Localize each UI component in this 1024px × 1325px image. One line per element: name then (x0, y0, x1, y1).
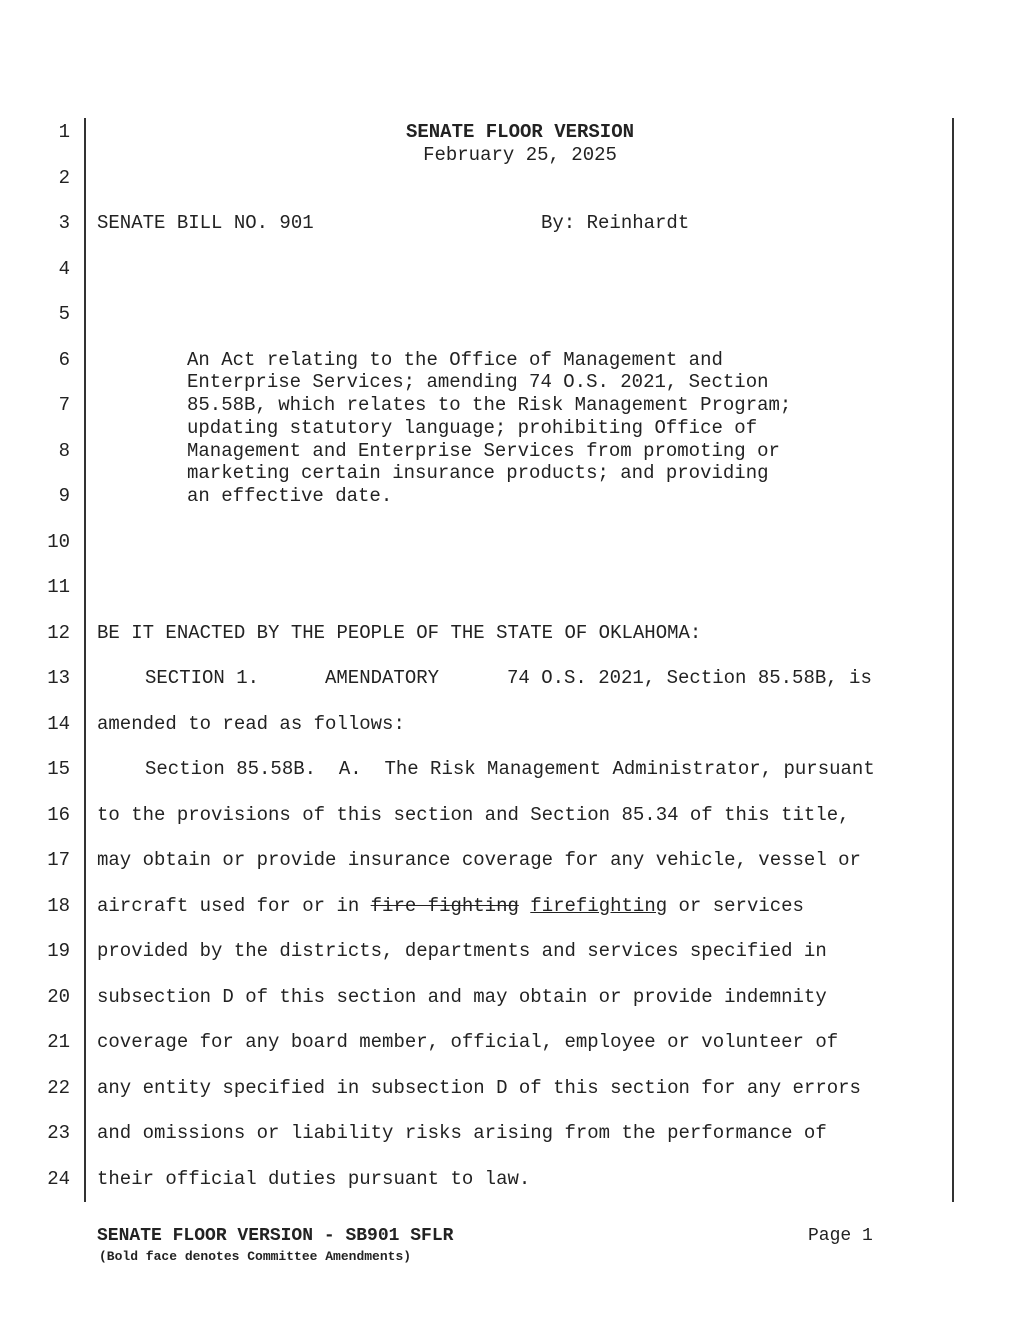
line-number: 6 (58, 349, 70, 371)
act-summary-line: an effective date. (187, 485, 393, 507)
line-number: 5 (58, 303, 70, 325)
body-line: Section 85.58B. A. The Risk Management Administrator, pursuant (145, 758, 875, 780)
bill-author: By: Reinhardt (541, 212, 690, 234)
body-line-amended (97, 895, 804, 917)
act-summary-line: marketing certain insurance products; and providing (187, 462, 769, 484)
document-date: February 25, 2025 (423, 144, 617, 166)
line-number: 12 (47, 622, 70, 644)
line-number: 9 (58, 485, 70, 507)
line-number: 15 (47, 758, 70, 780)
line-number: 16 (47, 804, 70, 826)
line-number: 20 (47, 986, 70, 1008)
line-number: 21 (47, 1031, 70, 1053)
section-type: AMENDATORY (325, 667, 440, 689)
line-number: 17 (47, 849, 70, 871)
body-text: or services (667, 895, 804, 917)
body-line: may obtain or provide insurance coverage for any vehicle, vessel or (97, 849, 861, 871)
footer-title: SENATE FLOOR VERSION - SB901 SFLR (97, 1226, 454, 1246)
body-line: subsection D of this section and may obtain or provide indemnity (97, 986, 827, 1008)
left-margin-rule (84, 118, 86, 1202)
line-number: 2 (58, 167, 70, 189)
line-number: 1 (58, 121, 70, 143)
act-summary-line: An Act relating to the Office of Management and (187, 349, 723, 371)
act-summary-line: Enterprise Services; amending 74 O.S. 2021, Section (187, 371, 769, 393)
body-text: aircraft used for or in (97, 895, 371, 917)
line-number: 11 (47, 576, 70, 598)
body-line: provided by the districts, departments and services specified in (97, 940, 827, 962)
line-number: 23 (47, 1122, 70, 1144)
section-label: SECTION 1. (145, 667, 260, 689)
line-number: 13 (47, 667, 70, 689)
act-summary-line: 85.58B, which relates to the Risk Management Program; (187, 394, 792, 416)
body-line: coverage for any board member, official, employee or volunteer of (97, 1031, 839, 1053)
inserted-text: firefighting (530, 895, 668, 917)
section-citation: 74 O.S. 2021, Section 85.58B, is (507, 667, 872, 689)
line-number: 3 (58, 212, 70, 234)
line-number: 18 (47, 895, 70, 917)
line-number: 22 (47, 1077, 70, 1099)
enacting-clause: BE IT ENACTED BY THE PEOPLE OF THE STATE OF OKLAHOMA: (97, 622, 702, 644)
body-line: any entity specified in subsection D of this section for any errors (97, 1077, 861, 1099)
line-number: 10 (47, 531, 70, 553)
document-title: SENATE FLOOR VERSION (405, 121, 635, 143)
act-summary-line: Management and Enterprise Services from promoting or (187, 440, 780, 462)
line-number: 14 (47, 713, 70, 735)
line-number: 19 (47, 940, 70, 962)
line-number: 7 (58, 394, 70, 416)
bill-number: SENATE BILL NO. 901 (97, 212, 314, 234)
body-line: to the provisions of this section and Section 85.34 of this title, (97, 804, 850, 826)
act-summary-line: updating statutory language; prohibiting Office of (187, 417, 758, 439)
line-number: 4 (58, 258, 70, 280)
struck-text: fire fighting (370, 895, 519, 917)
body-text (519, 895, 530, 917)
line-number: 8 (58, 440, 70, 462)
footer-note: (Bold face denotes Committee Amendments) (99, 1249, 412, 1264)
page-number: Page 1 (808, 1226, 873, 1246)
body-line: their official duties pursuant to law. (97, 1168, 531, 1190)
body-line: and omissions or liability risks arising from the performance of (97, 1122, 827, 1144)
right-margin-rule (952, 118, 954, 1202)
section-continuation: amended to read as follows: (97, 713, 405, 735)
line-number: 24 (47, 1168, 70, 1190)
